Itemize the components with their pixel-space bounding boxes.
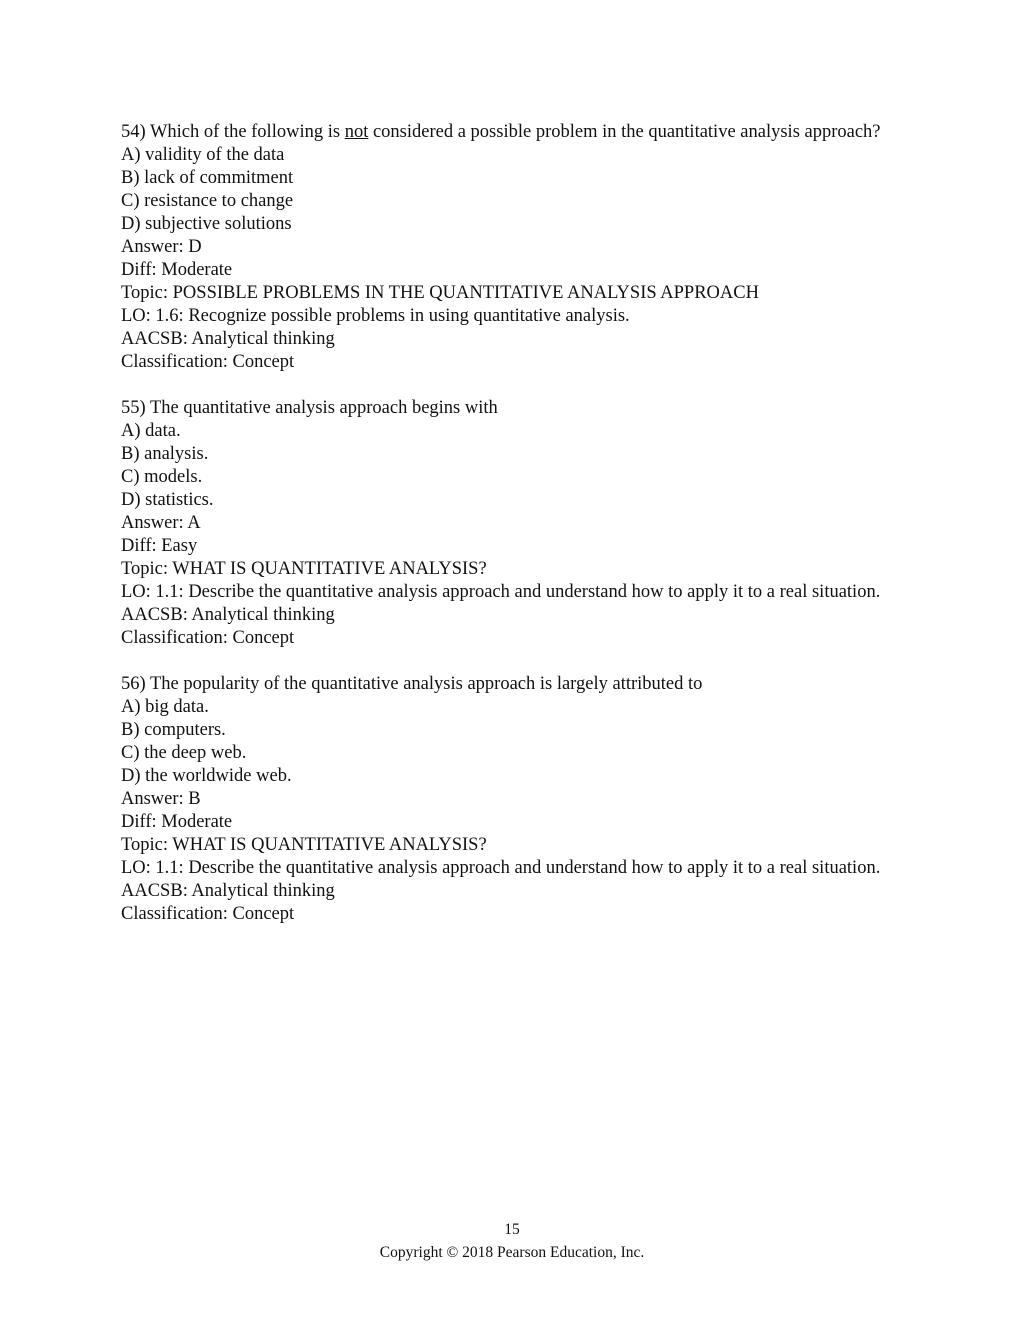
option-a: A) validity of the data — [121, 145, 285, 165]
question-text-end: considered a possible problem in the quantitative analysis approach? — [368, 122, 881, 142]
option-d: D) subjective solutions — [121, 214, 292, 234]
question-56 — [121, 673, 911, 926]
option-c: C) resistance to change — [121, 191, 294, 211]
option-d: D) the worldwide web. — [121, 766, 292, 786]
difficulty: Diff: Moderate — [121, 260, 233, 280]
question-text — [121, 121, 911, 144]
answer: Answer: A — [121, 513, 201, 533]
answer: Answer: D — [121, 237, 202, 257]
option-d: D) statistics. — [121, 490, 214, 510]
question-emphasis: not — [344, 122, 369, 142]
option-b: B) computers. — [121, 720, 226, 740]
classification: Classification: Concept — [121, 352, 295, 372]
topic: Topic: WHAT IS QUANTITATIVE ANALYSIS? — [121, 835, 487, 855]
page-number: 15 — [504, 1221, 520, 1238]
answer: Answer: B — [121, 789, 201, 809]
page-content — [121, 121, 911, 949]
classification: Classification: Concept — [121, 628, 295, 648]
option-b: B) analysis. — [121, 444, 209, 464]
learning-objective: LO: 1.1: Describe the quantitative analysis approach and understand how to apply it to a real situation. — [121, 858, 881, 878]
option-b: B) lack of commitment — [121, 168, 294, 188]
question-55 — [121, 397, 911, 650]
aacsb: AACSB: Analytical thinking — [121, 881, 335, 901]
option-a: A) big data. — [121, 697, 209, 717]
topic: Topic: WHAT IS QUANTITATIVE ANALYSIS? — [121, 559, 487, 579]
difficulty: Diff: Easy — [121, 536, 198, 556]
option-c: C) models. — [121, 467, 203, 487]
aacsb: AACSB: Analytical thinking — [121, 605, 335, 625]
question-54 — [121, 121, 911, 374]
difficulty: Diff: Moderate — [121, 812, 233, 832]
topic: Topic: POSSIBLE PROBLEMS IN THE QUANTITATIVE ANALYSIS APPROACH — [121, 283, 759, 303]
copyright-notice: Copyright © 2018 Pearson Education, Inc. — [379, 1244, 645, 1261]
option-a: A) data. — [121, 421, 181, 441]
classification: Classification: Concept — [121, 904, 295, 924]
question-text: 56) The popularity of the quantitative analysis approach is largely attributed to — [121, 674, 703, 694]
question-text: 55) The quantitative analysis approach begins with — [121, 398, 498, 418]
option-c: C) the deep web. — [121, 743, 247, 763]
question-text-start: 54) Which of the following is — [121, 122, 345, 142]
aacsb: AACSB: Analytical thinking — [121, 329, 335, 349]
learning-objective: LO: 1.6: Recognize possible problems in using quantitative analysis. — [121, 306, 630, 326]
learning-objective: LO: 1.1: Describe the quantitative analysis approach and understand how to apply it to a real situation. — [121, 582, 881, 602]
